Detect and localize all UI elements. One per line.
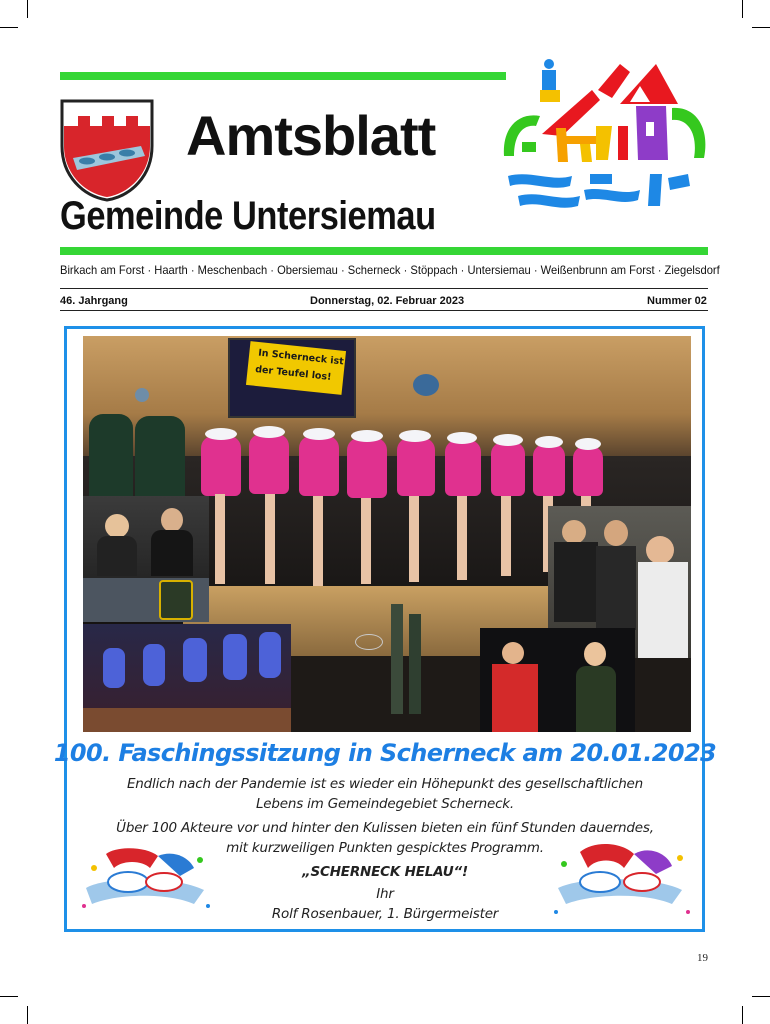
crop-mark [0, 996, 18, 997]
header-top-green-bar [60, 72, 506, 80]
page-subtitle: Gemeinde Untersiemau [60, 194, 436, 238]
coat-of-arms-icon [59, 98, 155, 202]
carnival-mask-left-icon [76, 846, 216, 924]
header-bottom-green-bar [60, 247, 708, 255]
screen-text-line-2: der Teufel los! [254, 364, 332, 383]
issue-number: Nummer 02 [647, 295, 707, 307]
article-headline: 100. Faschingssitzung in Scherneck am 20.01.2023 [53, 739, 717, 767]
inset-photo-presidium [83, 496, 209, 622]
crop-mark [752, 27, 770, 28]
crop-mark [752, 996, 770, 997]
article-line: mit kurzweiligen Punkten gespicktes Programm. [226, 840, 544, 856]
meta-bottom-rule [60, 310, 708, 311]
carnival-mask-right-icon [550, 840, 694, 924]
village-list: Birkach am Forst · Haarth · Meschenbach · Obersiemau · Scherneck · Stöppach · Untersiemau · Weißenbrunn am Forst · Ziegelsdorf [60, 263, 720, 277]
guard-figure [89, 414, 133, 506]
article-line: Lebens im Gemeindegebiet Scherneck. [255, 796, 515, 812]
article-line: Über 100 Akteure vor und hinter den Kulissen bieten ein fünf Stunden dauerndes, [116, 820, 654, 836]
balloon-decoration [413, 374, 439, 396]
crop-mark [27, 1006, 28, 1024]
crop-mark [0, 27, 18, 28]
article-slogan: „SCHERNECK HELAU“! [301, 864, 468, 880]
article-sign-off: Ihr [376, 886, 394, 902]
meta-top-rule [60, 288, 708, 289]
crop-mark [742, 0, 743, 18]
guard-figure [135, 416, 185, 506]
article-signature: Rolf Rosenbauer, 1. Bürgermeister [271, 906, 499, 922]
table-bottles [355, 594, 445, 714]
issue-date: Donnerstag, 02. Februar 2023 [310, 295, 465, 307]
carnival-logo-icon [500, 56, 710, 216]
photo-collage [83, 336, 691, 732]
page-number: 19 [697, 952, 708, 964]
page-title: Amtsblatt [186, 104, 436, 167]
inset-photo-singers [480, 628, 635, 732]
inset-photo-dance-group [83, 624, 291, 732]
crop-mark [27, 0, 28, 18]
article-line: Endlich nach der Pandemie ist es wieder ein Höhepunkt des gesellschaftlichen [126, 776, 644, 792]
balloon-decoration [135, 388, 149, 402]
year-label: 46. Jahrgang [60, 295, 128, 307]
screen-text-line-1: In Scherneck ist [257, 347, 345, 368]
crop-mark [742, 1006, 743, 1024]
